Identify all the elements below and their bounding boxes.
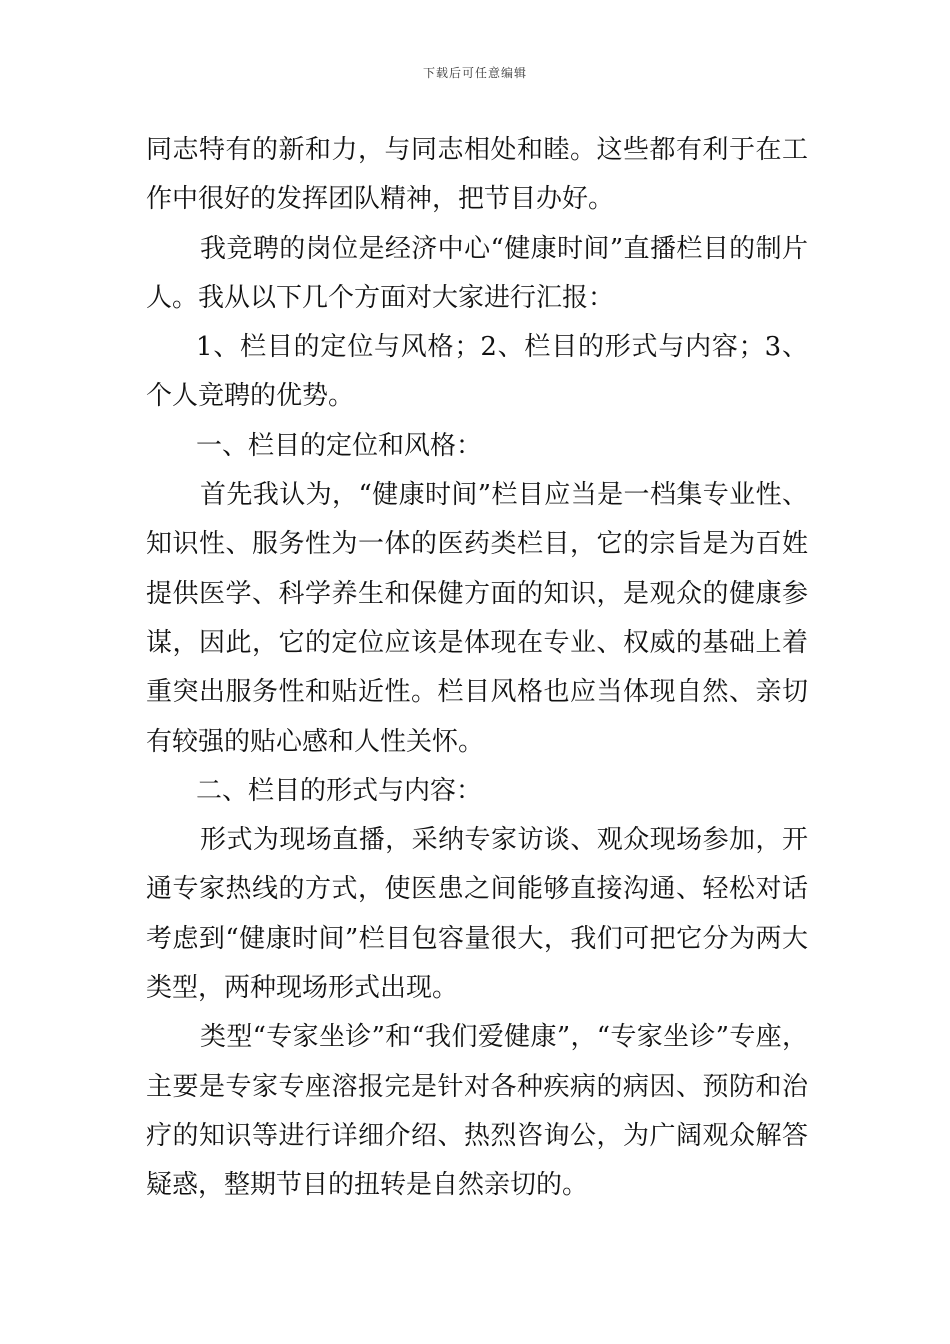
paragraph-types: 类型“专家坐诊”和“我们爱健康”，“专家坐诊”专座，主要是专家专座溶报完是针对各种疾病的病因、预防和治疗的知识等进行详细介绍、热烈咨询公，为广阔观众解答疑惑，整期节目的扭转是自然亲切的。 bbox=[146, 1022, 808, 1201]
paragraph-position: 我竞聘的岗位是经济中心“健康时间”直播栏目的制片人。我从以下几个方面对大家进行汇报： bbox=[146, 233, 808, 313]
paragraph-continuation: 同志特有的新和力，与同志相处和睦。这些都有利于在工作中很好的发挥团队精神，把节目办好。 bbox=[146, 135, 808, 215]
section-heading-positioning: 一、栏目的定位和风格： bbox=[196, 430, 483, 461]
page-header-note: 下载后可任意编辑 bbox=[422, 66, 527, 80]
document-body bbox=[146, 126, 808, 1211]
paragraph-format: 形式为现场直播，采纳专家访谈、观众现场参加，开通专家热线的方式，使医患之间能够直接沟通、轻松对话考虑到“健康时间”栏目包容量很大，我们可把它分为两大类型，两种现场形式出现。 bbox=[146, 825, 808, 1004]
paragraph-positioning: 首先我认为，“健康时间”栏目应当是一档集专业性、知识性、服务性为一体的医药类栏目，它的宗旨是为百姓提供医学、科学养生和保健方面的知识，是观众的健康参谋，因此，它的定位应该是体现在专业、权威的基础上着重突出服务性和贴近性。栏目风格也应当体现自然、亲切有较强的贴心感和人性关怀。 bbox=[146, 480, 808, 757]
section-heading-format: 二、栏目的形式与内容： bbox=[196, 775, 483, 806]
paragraph-outline: 1、栏目的定位与风格；2、栏目的形式与内容；3、个人竞聘的优势。 bbox=[146, 332, 808, 412]
